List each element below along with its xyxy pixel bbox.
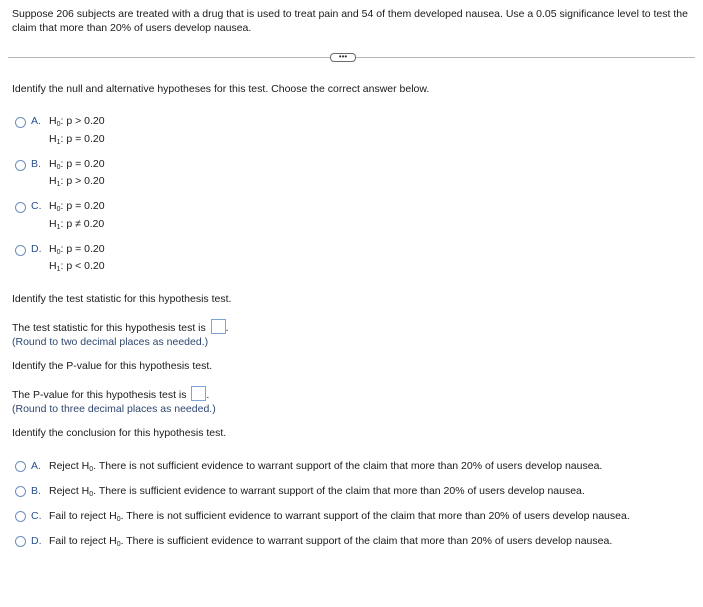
test-statistic-period: . <box>225 322 229 334</box>
conclusion-option-a[interactable] <box>15 460 695 476</box>
conclusion-text: Fail to reject $H_0$. There is sufficient evidence to warrant support of the claim that more than 20% of users develop nausea. <box>49 535 613 548</box>
null-hypothesis: $H_0$: p = 0.20 <box>49 243 105 256</box>
option-letter: C. <box>31 510 42 522</box>
p-value-label: The P-value for this hypothesis test is <box>12 389 187 401</box>
option-letter: B. <box>31 158 41 170</box>
option-letter: A. <box>31 115 41 127</box>
conclusion-option-c[interactable] <box>15 510 695 526</box>
hypothesis-option-d[interactable] <box>15 243 215 277</box>
null-hypothesis: $H_0$: p = 0.20 <box>49 200 105 213</box>
radio-button[interactable] <box>15 486 26 497</box>
hypothesis-option-b[interactable] <box>15 158 215 192</box>
alternative-hypothesis: $H_1$: p < 0.20 <box>49 260 105 273</box>
conclusion-text: Reject $H_0$. There is not sufficient evidence to warrant support of the claim that more than 20% of users develop nausea. <box>49 460 603 473</box>
p-value-row <box>12 386 209 401</box>
hypothesis-option-c[interactable] <box>15 200 215 234</box>
test-statistic-row <box>12 319 229 334</box>
test-statistic-prompt: Identify the test statistic for this hypothesis test. <box>12 293 232 305</box>
null-hypothesis: $H_0$: p = 0.20 <box>49 158 105 171</box>
p-value-period: . <box>206 389 210 401</box>
p-value-rounding-note: (Round to three decimal places as needed.) <box>12 403 216 415</box>
option-letter: B. <box>31 485 41 497</box>
expand-more-button[interactable]: ••• <box>330 53 356 62</box>
radio-button[interactable] <box>15 536 26 547</box>
option-letter: A. <box>31 460 41 472</box>
radio-button[interactable] <box>15 160 26 171</box>
test-statistic-rounding-note: (Round to two decimal places as needed.) <box>12 336 209 348</box>
hypotheses-prompt: Identify the null and alternative hypotheses for this test. Choose the correct answer below. <box>12 83 430 95</box>
hypothesis-option-a[interactable] <box>15 115 215 149</box>
test-statistic-input[interactable] <box>211 319 226 334</box>
option-letter: C. <box>31 200 42 212</box>
conclusion-text: Reject $H_0$. There is sufficient evidence to warrant support of the claim that more than 20% of users develop nausea. <box>49 485 585 498</box>
null-hypothesis: $H_0$: p > 0.20 <box>49 115 105 128</box>
radio-button[interactable] <box>15 511 26 522</box>
alternative-hypothesis: $H_1$: p > 0.20 <box>49 175 105 188</box>
p-value-prompt: Identify the P-value for this hypothesis test. <box>12 360 213 372</box>
alternative-hypothesis: $H_1$: p ≠ 0.20 <box>49 218 105 231</box>
radio-button[interactable] <box>15 245 26 256</box>
question-stem: Suppose 206 subjects are treated with a drug that is used to treat pain and 54 of them developed nausea. Use a 0.05 significance level to test the claim that more than 20% of users develop nausea. <box>12 8 688 34</box>
conclusion-option-b[interactable] <box>15 485 695 501</box>
conclusion-prompt: Identify the conclusion for this hypothesis test. <box>12 427 227 439</box>
option-letter: D. <box>31 535 42 547</box>
p-value-input[interactable] <box>191 386 206 401</box>
conclusion-option-d[interactable] <box>15 535 695 551</box>
alternative-hypothesis: $H_1$: p = 0.20 <box>49 133 105 146</box>
radio-button[interactable] <box>15 202 26 213</box>
radio-button[interactable] <box>15 461 26 472</box>
conclusion-text: Fail to reject $H_0$. There is not sufficient evidence to warrant support of the claim that more than 20% of users develop nausea. <box>49 510 630 523</box>
option-letter: D. <box>31 243 42 255</box>
test-statistic-label: The test statistic for this hypothesis test is <box>12 322 206 334</box>
radio-button[interactable] <box>15 117 26 128</box>
